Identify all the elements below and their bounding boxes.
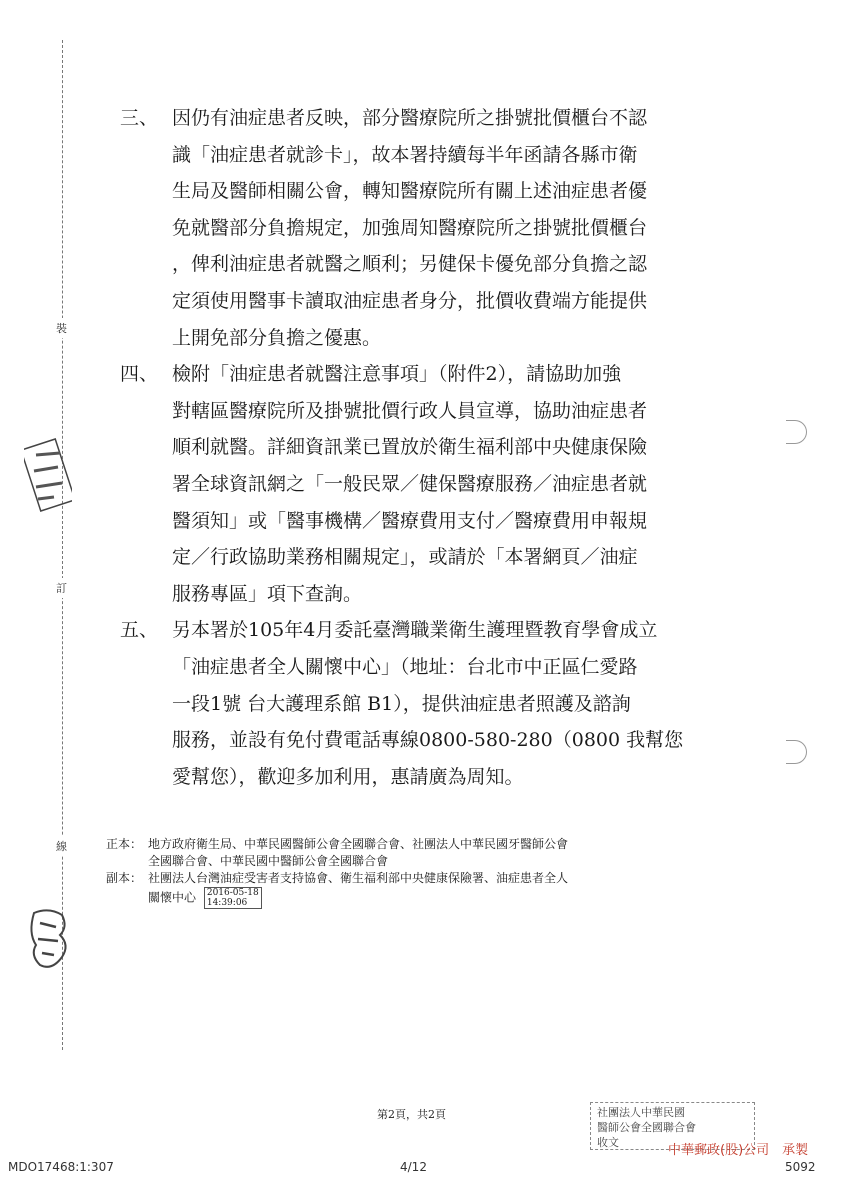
item-five (120, 612, 730, 795)
postal-stamp-line: 醫師公會全國聯合會 (597, 1121, 696, 1134)
scan-page-counter: 4/12 (400, 1160, 427, 1174)
text-line: 因仍有油症患者反映，部分醫療院所之掛號批價櫃台不認 (172, 107, 648, 129)
document-code: 5092 (785, 1160, 816, 1174)
text-line: 定須使用醫事卡讀取油症患者身分，批價收費端方能提供 (172, 289, 648, 312)
text-line: 愛幫您），歡迎多加利用，惠請廣為周知。 (172, 765, 524, 788)
copy-recipients (106, 870, 736, 909)
text-line: 定／行政協助業務相關規定」，或請於「本署網頁／油症 (172, 546, 638, 569)
text-line: 一段1號 台大護理系館 B1），提供油症患者照護及諮詢 (172, 692, 631, 715)
punch-hole (786, 740, 807, 764)
recipient-line: 社團法人台灣油症受害者支持協會、衛生福利部中央健康保險署、油症患者全人 (148, 871, 569, 885)
text-line: 上開免部分負擔之優惠。 (172, 326, 382, 349)
copy-label: 副本： (106, 871, 143, 885)
recipient-line: 全國聯合會、中華民國中醫師公會全國聯合會 (148, 854, 389, 868)
text-line: 識「油症患者就診卡」，故本署持續每半年函請各縣市衛 (172, 143, 638, 166)
text-line: 署全球資訊網之「一般民眾／健保醫療服務／油症患者就 (172, 472, 648, 495)
text-line: 生局及醫師相關公會，轉知醫療院所有關上述油症患者優 (172, 180, 648, 203)
date-stamp (204, 887, 262, 909)
document-id: MDO17468:1:307 (8, 1160, 114, 1174)
date-stamp-date: 2016-05-18 (206, 888, 259, 898)
text-line: 服務，並設有免付費電話專線0800-580-280（0800 我幫您 (172, 729, 684, 752)
binding-mark-ding: 訂 (56, 578, 67, 598)
date-stamp-time: 14:39:06 (206, 898, 248, 908)
text-line: 順利就醫。詳細資訊業已置放於衛生福利部中央健康保險 (172, 436, 648, 459)
primary-recipients (106, 836, 736, 870)
binding-mark-zhuang: 裝 (56, 318, 67, 338)
punch-hole (786, 420, 807, 444)
item-number: 三、 (120, 107, 159, 129)
text-line: ，俾利油症患者就醫之順利；另健保卡優免部分負擔之認 (172, 253, 648, 276)
postal-stamp-line: 社團法人中華民國 (597, 1106, 685, 1119)
text-line: 服務專區」項下查詢。 (172, 582, 363, 605)
page-number: 第2頁，共2頁 (377, 1108, 446, 1121)
text-line: 另本署於105年4月委託臺灣職業衛生護理暨教育學會成立 (172, 619, 658, 642)
item-number: 五、 (120, 619, 159, 642)
printer-credit: 中華郵政(股)公司 承製 (668, 1143, 809, 1158)
document-body (120, 100, 730, 795)
postal-stamp-line: 收文 (597, 1136, 619, 1149)
text-line: 免就醫部分負擔規定，加強周知醫療院所之掛號批價櫃台 (172, 216, 648, 239)
binding-line (62, 40, 63, 1050)
received-stamp-icon (24, 435, 72, 515)
item-number: 四、 (120, 363, 159, 386)
recipients-block (106, 836, 736, 909)
primary-label: 正本： (106, 837, 143, 851)
text-line: 「油症患者全人關懷中心」（地址：台北市中正區仁愛路 (172, 655, 638, 678)
binding-mark-xian: 線 (56, 836, 67, 856)
item-four (120, 356, 730, 612)
text-line: 醫須知」或「醫事機構／醫療費用支付／醫療費用申報規 (172, 509, 648, 532)
text-line: 檢附「油症患者就醫注意事項」（附件2），請協助加強 (172, 363, 622, 386)
seal-mark-icon (24, 905, 74, 975)
item-three (120, 100, 730, 356)
text-line: 對轄區醫療院所及掛號批價行政人員宣導，協助油症患者 (172, 399, 648, 422)
recipient-line: 地方政府衛生局、中華民國醫師公會全國聯合會、社團法人中華民國牙醫師公會 (148, 837, 569, 851)
recipient-line: 關懷中心 (148, 890, 197, 905)
